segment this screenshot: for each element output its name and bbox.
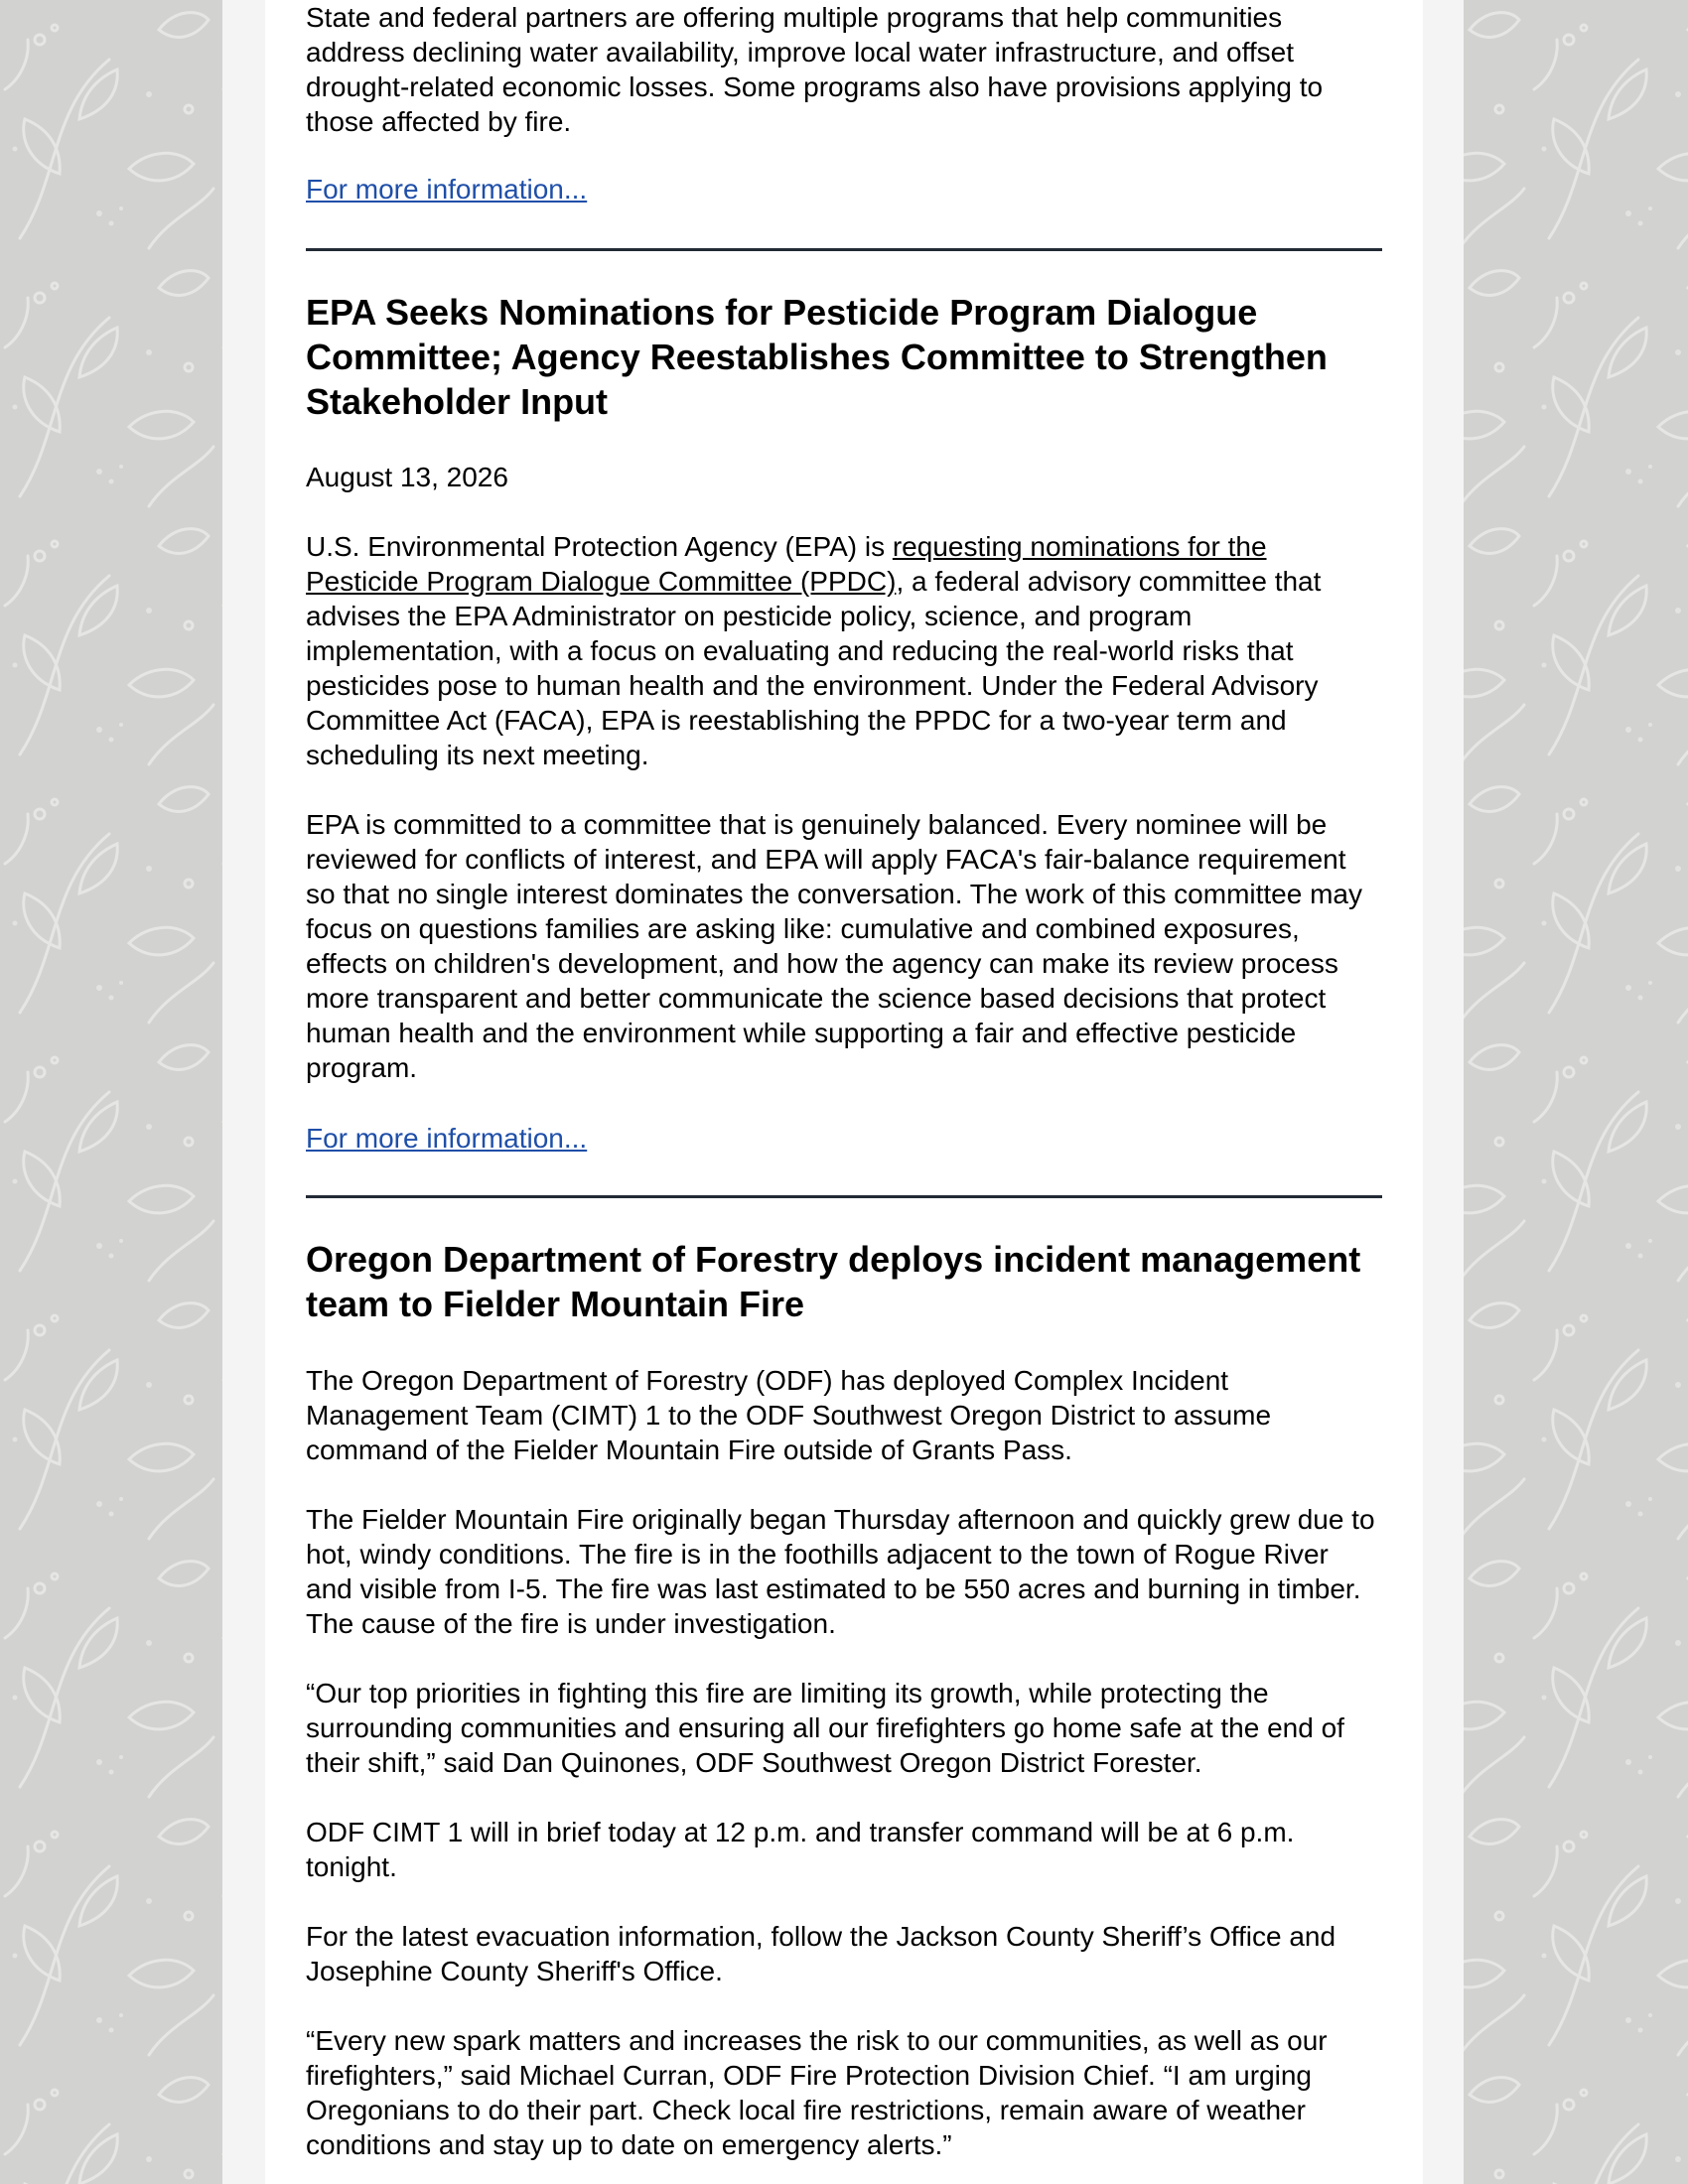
article-paragraph-odf-6: “Every new spark matters and increases the risk to our communities, as well as our firefighters,” said Michael Curran, ODF Fire Protection Division Chief. “I am urging Oregonians to do their part. Check local fire restrictions, remain aware of weather conditions and stay up to date on emergency alerts.” [306,2025,1328,2160]
article-title-epa: EPA Seeks Nominations for Pesticide Program Dialogue Committee; Agency Reestablishes Committee to Strengthen Stakeholder Input [306,292,1328,422]
ppdc-nominations-link[interactable]: requesting nominations for the Pesticide Program Dialogue Committee (PPDC) [306,531,1267,597]
section-divider [306,1195,1382,1198]
article-paragraph-epa-2: EPA is committed to a committee that is genuinely balanced. Every nominee will be reviewed for conflicts of interest, and EPA will apply FACA's fair-balance requirement so that no single interest dominates the conversation. The work of this committee may focus on questions families are asking like: cumulative and combined exposures, effects on children's development, and how the agency can make its review process more transparent and better communicate the science based decisions that protect human health and the environment while supporting a fair and effective pesticide program. [306,809,1362,1083]
article-paragraph-odf-5: For the latest evacuation information, follow the Jackson County Sheriff’s Office and Josephine County Sheriff's Office. [306,1921,1336,1986]
section-divider [306,248,1382,251]
more-info-link-epa[interactable]: For more information... [306,1123,588,1154]
article-paragraph-odf-3: “Our top priorities in fighting this fire are limiting its growth, while protecting the surrounding communities and ensuring all our firefighters go home safe at the end of their shift,” said Dan Quinones, ODF Southwest Oregon District Forester. [306,1678,1344,1778]
article-paragraph-epa-1 [306,529,1382,772]
paragraph-text: U.S. Environmental Protection Agency (EPA) is [306,531,893,562]
paragraph-text: , a federal advisory committee that advises the EPA Administrator on pesticide policy, science, and program implementation, with a focus on evaluating and reducing the real-world risks that pesticides pose to human health and the environment. Under the Federal Advisory Committee Act (FACA), EPA is reestablishing the PPDC for a two-year term and scheduling its next meeting. [306,566,1322,770]
intro-paragraph: State and federal partners are offering multiple programs that help communities address declining water availability, improve local water infrastructure, and offset drought-related economic losses. Some programs also have provisions applying to those affected by fire. [306,2,1324,137]
article-paragraph-odf-1: The Oregon Department of Forestry (ODF) has deployed Complex Incident Management Team (CIMT) 1 to the ODF Southwest Oregon District to assume command of the Fielder Mountain Fire outside of Grants Pass. [306,1365,1272,1465]
article-date-epa: August 13, 2026 [306,462,508,492]
article-paragraph-odf-2: The Fielder Mountain Fire originally began Thursday afternoon and quickly grew due to hot, windy conditions. The fire is in the foothills adjacent to the town of Rogue River and visible from I-5. The fire was last estimated to be 550 acres and burning in timber. The cause of the fire is under investigation. [306,1504,1375,1639]
article-title-odf: Oregon Department of Forestry deploys incident management team to Fielder Mountain Fire [306,1239,1361,1324]
article-paragraph-odf-4: ODF CIMT 1 will in brief today at 12 p.m. and transfer command will be at 6 p.m. tonight. [306,1817,1295,1882]
more-info-link-drought[interactable]: For more information... [306,174,588,205]
